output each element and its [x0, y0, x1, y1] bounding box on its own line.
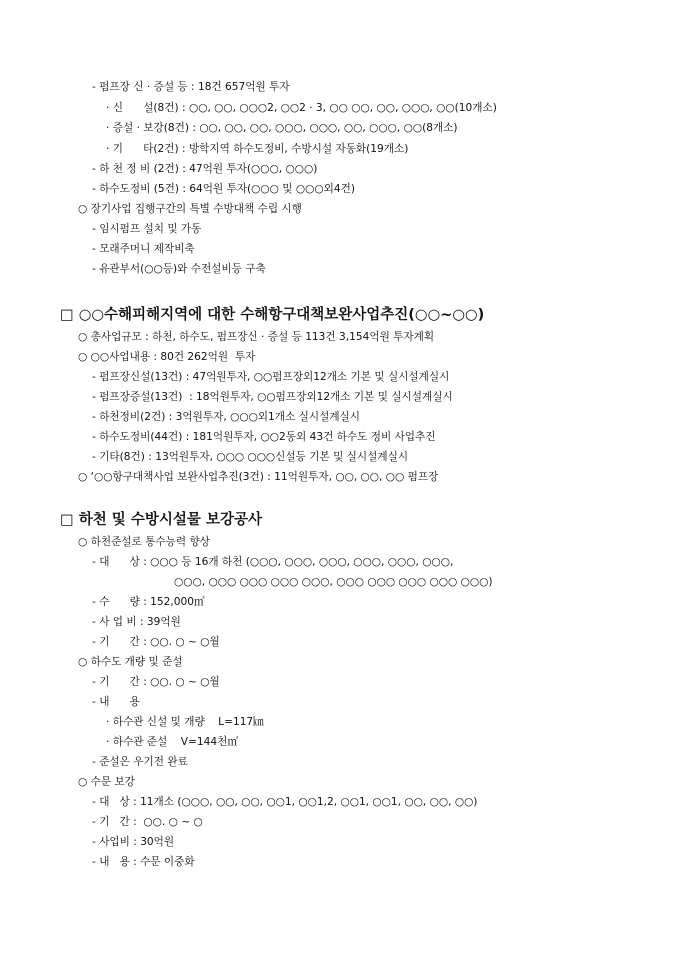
sewer-pipe-dredge: · 하수관 준설 V=144천㎥ — [106, 736, 238, 748]
temp-pump-item: - 임시펌프 설치 및 가동 — [92, 223, 202, 235]
floodgate-target: - 대 상 : 11개소 (○○○, ○○, ○○, ○○1, ○○1,2, ○○1, ○○1, ○○, ○○, ○○) — [92, 796, 478, 808]
pump-station-summary: - 펌프장 신 · 증설 등 : 18건 657억원 투자 — [92, 81, 290, 93]
power-equipment-item: - 유관부서(○○등)와 수전설비등 구축 — [92, 263, 266, 275]
other-item: - 기타(8건) : 13억원투자, ○○○ ○○○신설등 기본 및 실시설계실시 — [92, 451, 409, 463]
floodgate-content: - 내 용 : 수문 이중화 — [92, 856, 195, 868]
section-heading-reinforcement: □ 하천 및 수방시설물 보강공사 — [60, 512, 262, 528]
pump-new-item: - 펌프장신설(13건) : 47억원투자, ○○펌프장외12개소 기본 및 실시설계실시 — [92, 371, 450, 383]
river-maintenance: - 하 천 정 비 (2건) : 47억원 투자(○○○, ○○○) — [92, 163, 318, 175]
project-content: ○ ○○사업내용 : 80건 262억원 투자 — [78, 351, 256, 363]
supplement-project: ○ ‘○○항구대책사업 보완사업추진(3건) : 11억원투자, ○○, ○○, ○○ 펌프장 — [78, 471, 439, 483]
river-item: - 하천정비(2건) : 3억원투자, ○○○외1개소 실시설계실시 — [92, 411, 361, 423]
sewer-maintenance: - 하수도정비 (5건) : 64억원 투자(○○○ 및 ○○○외4건) — [92, 183, 355, 195]
other-detail: · 기 타(2건) : 방학지역 하수도정비, 수방시설 자동화(19개소) — [106, 143, 409, 155]
floodgate-heading: ○ 수문 보강 — [78, 776, 135, 788]
floodgate-period: - 기 간 : ○○. ○ ~ ○ — [92, 816, 203, 828]
long-term-measure: ○ 장기사업 집행구간의 특별 수방대책 수립 시행 — [78, 203, 302, 215]
dredging-target: - 대 상 : ○○○ 등 16개 하천 (○○○, ○○○, ○○○, ○○○, ○○○, ○○○, — [92, 556, 454, 568]
sewer-improve-heading: ○ 하수도 개량 및 준설 — [78, 656, 183, 668]
dredging-target-cont: ○○○, ○○○ ○○○ ○○○ ○○○, ○○○ ○○○ ○○○ ○○○ ○○○) — [174, 576, 493, 588]
dredging-heading: ○ 하천준설로 통수능력 향상 — [78, 536, 210, 548]
dredging-cost: - 사 업 비 : 39억원 — [92, 616, 181, 628]
floodgate-cost: - 사업비 : 30억원 — [92, 836, 175, 848]
new-construction-detail: · 신 설(8건) : ○○, ○○, ○○○2, ○○2 · 3, ○○ ○○, ○○, ○○○, ○○(10개소) — [106, 102, 497, 114]
sewer-item: - 하수도정비(44건) : 181억원투자, ○○2동외 43건 하수도 정비 사업추진 — [92, 431, 436, 443]
dredging-quantity: - 수 량 : 152,000㎥ — [92, 596, 205, 608]
total-project-scale: ○ 총사업규모 : 하천, 하수도, 펌프장신 · 증설 등 113건 3,154억원 투자계획 — [78, 331, 435, 343]
sandbag-item: - 모래주머니 제작비축 — [92, 243, 195, 255]
expansion-detail: · 증설 · 보강(8건) : ○○, ○○, ○○, ○○○, ○○○, ○○, ○○○, ○○(8개소) — [106, 122, 458, 134]
sewer-content-label: - 내 용 — [92, 696, 140, 708]
sewer-pipe-new: · 하수관 신설 및 개량 L=117㎞ — [106, 716, 264, 728]
dredging-period: - 기 간 : ○○. ○ ~ ○월 — [92, 636, 220, 648]
pump-expand-item: - 펌프장증설(13건) : 18억원투자, ○○펌프장외12개소 기본 및 실시설계실시 — [92, 391, 453, 403]
sewer-period: - 기 간 : ○○. ○ ~ ○월 — [92, 676, 220, 688]
section-heading-flood-project: □ ○○수해피해지역에 대한 수해항구대책보완사업추진(○○~○○) — [60, 307, 485, 323]
dredge-before-rain: - 준설은 우기전 완료 — [92, 756, 188, 768]
